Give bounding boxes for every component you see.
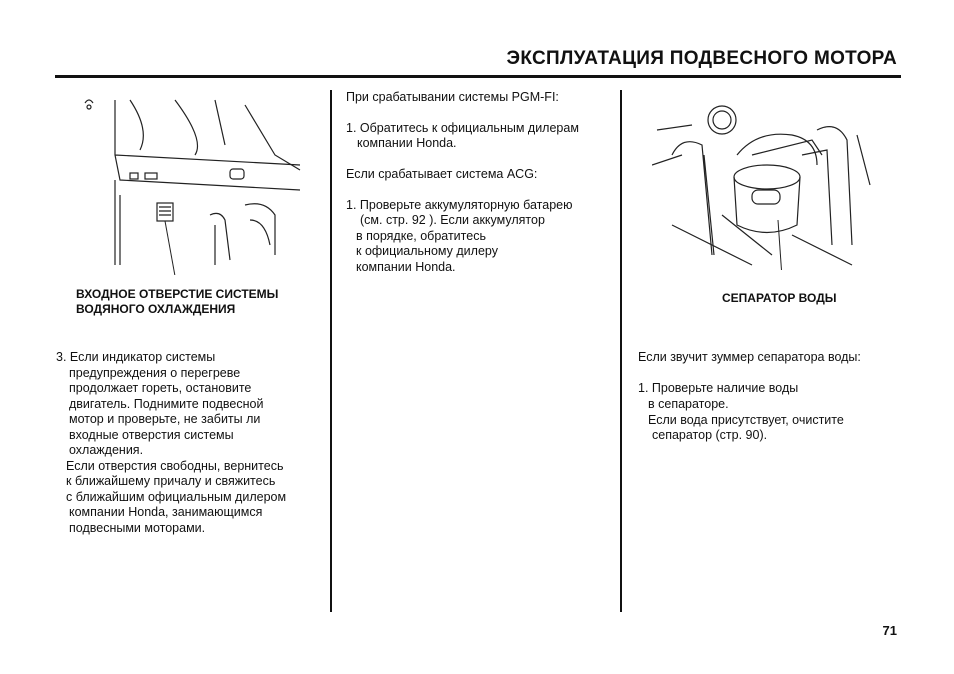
text-line: охлаждения. [69,443,144,457]
figure-label: ВОДЯНОГО ОХЛАЖДЕНИЯ [76,302,236,316]
text-line: в порядке, обратитесь [356,229,486,243]
text-line: Если срабатывает система ACG: [346,167,538,181]
text-line: с ближайшим официальным дилером [66,490,287,504]
text-line: подвесными моторами. [69,521,206,535]
figure-label: ВХОДНОЕ ОТВЕРСТИЕ СИСТЕМЫ [76,287,279,301]
text-line: компании Honda, занимающимся [69,505,263,519]
text-line: 1. Обратитесь к официальным дилерам [346,121,579,135]
text-line: компании Honda. [356,260,456,274]
figure-label: СЕПАРАТОР ВОДЫ [722,291,837,305]
outboard-motor-illustration [75,95,305,275]
page-number: 71 [882,623,897,638]
text-line: двигатель. Поднимите подвесной [69,397,264,411]
water-separator-illustration [652,95,872,270]
text-line: 3. Если индикатор системы [56,350,216,364]
text-line: мотор и проверьте, не забиты ли [69,412,261,426]
text-line: в сепараторе. [648,397,729,411]
text-line: (см. стр. 92 ). Если аккумулятор [360,213,545,227]
text-line: к официальному дилеру [356,244,498,258]
text-line: Если звучит зуммер сепаратора воды: [638,350,861,364]
text-line: Если вода присутствует, очистите [648,413,844,427]
text-line: Если отверстия свободны, вернитесь [66,459,284,473]
column-divider [330,90,332,612]
text-line: 1. Проверьте наличие воды [638,381,799,395]
page-title: ЭКСПЛУАТАЦИЯ ПОДВЕСНОГО МОТОРА [506,48,897,69]
text-line: компании Honda. [357,136,457,150]
text-line: входные отверстия системы [69,428,234,442]
text-line: 1. Проверьте аккумуляторную батарею [346,198,573,212]
column-divider [620,90,622,612]
text-line: сепаратор (стр. 90). [652,428,768,442]
text-line: предупреждения о перегреве [69,366,241,380]
text-line: продолжает гореть, остановите [69,381,252,395]
text-line: При срабатывании системы PGM-FI: [346,90,559,104]
text-line: к ближайшему причалу и свяжитесь [66,474,276,488]
header-rule [55,75,901,78]
